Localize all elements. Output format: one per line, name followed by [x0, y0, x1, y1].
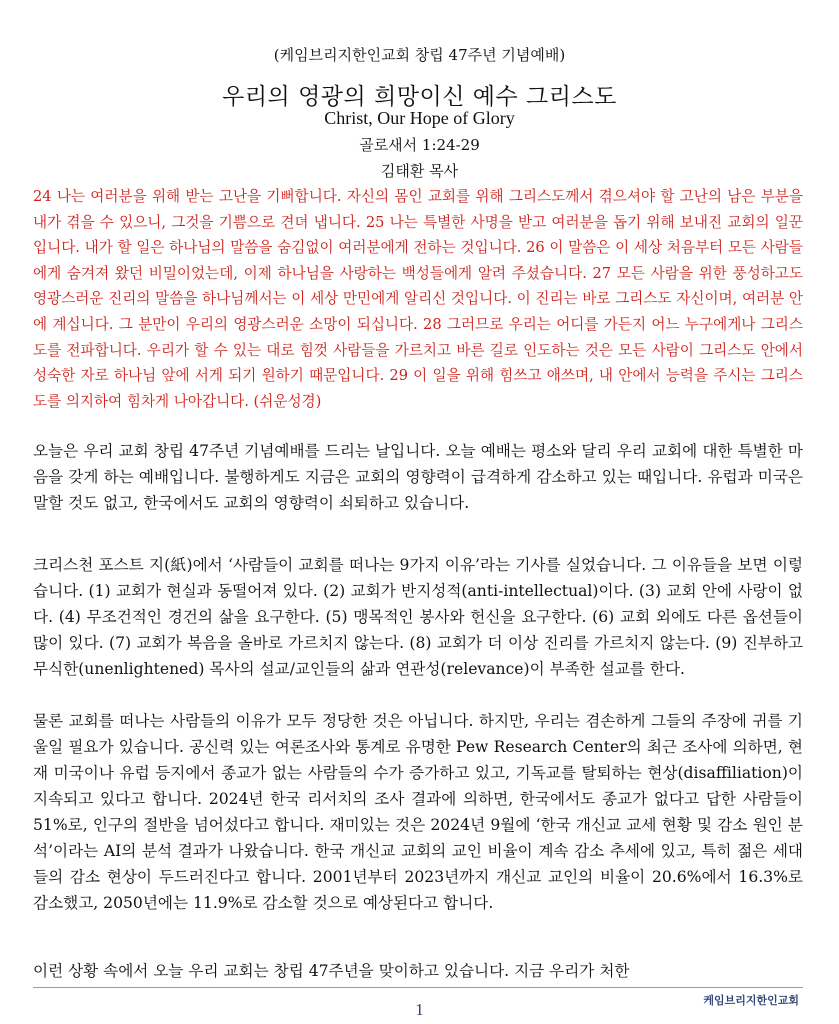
body-paragraph: 오늘은 우리 교회 창립 47주년 기념예배를 드리는 날입니다. 오늘 예배는 평소와 달리 우리 교회에 대한 특별한 마음을 갖게 하는 예배입니다. 불행하게도 지금은 교회의 영향력이 급격하게 감소하고 있는 때입니다. 유럽과 미국은 말할 것도 없고, 한국에서도 교회의 영향력이 쇠퇴하고 있습니다.	[33, 442, 803, 512]
sermon-title-english: Christ, Our Hope of Glory	[324, 108, 515, 128]
body-paragraph: 이런 상황 속에서 오늘 우리 교회는 창립 47주년을 맞이하고 있습니다. 지금 우리가 처한	[33, 962, 630, 980]
body-paragraph: 크리스천 포스트 지(紙)에서 ‘사람들이 교회를 떠나는 9가지 이유’라는 기사를 실었습니다. 그 이유들을 보면 이렇습니다. (1) 교회가 현실과 동떨어져 있다. (2) 교회가 반지성적(anti-intellectual)이다. (3) 교회 안에 사랑이 없다. (4) 무조건적인 경건의 삶을 요구한다. (5) 맹목적인 봉사와 헌신을 요구한다. (6) 교회 외에도 다른 옵션들이 많이 있다. (7) 교회가 복음을 올바로 가르치지 않는다. (8) 교회가 더 이상 진리를 가르치지 않는다. (9) 진부하고 무식한(unenlightened) 목사의 설교/교인들의 삶과 연관성(relevance)이 부족한 설교를 한다.	[33, 556, 803, 678]
scripture-reference: 골로새서 1:24-29	[359, 136, 480, 154]
scripture-passage: 24 나는 여러분을 위해 받는 고난을 기뻐합니다. 자신의 몸인 교회를 위해 그리스도께서 겪으셔야 할 고난의 남은 부분을 내가 겪을 수 있으니, 그것을 기쁨으로 견뎌 냅니다. 25 나는 특별한 사명을 받고 여러분을 돕기 위해 보내진 교회의 일꾼입니다. 내가 할 일은 하나님의 말씀을 숨김없이 여러분에게 전하는 것입니다. 26 이 말씀은 이 세상 처음부터 모든 사람들에게 숨겨져 왔던 비밀이었는데, 이제 하나님을 사랑하는 백성들에게 알려 주셨습니다. 27 모든 사람을 위한 풍성하고도 영광스러운 진리의 말씀을 하나님께서는 이 세상 만민에게 알리신 것입니다. 이 진리는 바로 그리스도 자신이며, 여러분 안에 계십니다. 그 분만이 우리의 영광스러운 소망이 되십니다. 28 그러므로 우리는 어디를 가든지 어느 누구에게나 그리스도를 전파합니다. 우리가 할 수 있는 대로 힘껏 사람들을 가르치고 바른 길로 인도하는 것은 모든 사람이 그리스도 안에서 성숙한 자로 하나님 앞에 서게 되기 원하기 때문입니다. 29 이 일을 위해 힘쓰고 애쓰며, 내 안에서 능력을 주시는 그리스도를 의지하여 힘차게 나아갑니다. (쉬운성경)	[33, 188, 803, 410]
page-number: 1	[415, 1000, 424, 1019]
occasion-subtitle: (케임브리지한인교회 창립 47주년 기념예배)	[273, 46, 566, 64]
footer-church-name: 케임브리지한인교회	[703, 994, 799, 1007]
sermon-title-korean: 우리의 영광의 희망이신 예수 그리스도	[222, 84, 617, 110]
author-name: 김태환 목사	[380, 162, 459, 180]
footer-divider	[33, 987, 803, 988]
body-paragraph: 물론 교회를 떠나는 사람들의 이유가 모두 정당한 것은 아닙니다. 하지만, 우리는 겸손하게 그들의 주장에 귀를 기울일 필요가 있습니다. 공신력 있는 여론조사와 통계로 유명한 Pew Research Center의 최근 조사에 의하면, 현재 미국이나 유럽 등지에서 종교가 없는 사람들의 수가 증가하고 있고, 기독교를 탈퇴하는 현상(disaffiliation)이 지속되고 있다고 합니다. 2024년 한국 리서치의 조사 결과에 의하면, 한국에서도 종교가 없다고 답한 사람들이 51%로, 인구의 절반을 넘어섰다고 합니다. 재미있는 것은 2024년 9월에 ‘한국 개신교 교세 현황 및 감소 원인 분석’이라는 AI의 분석 결과가 나왔습니다. 한국 개신교 교회의 교인 비율이 계속 감소 추세에 있고, 특히 젊은 세대들의 감소 현상이 두드러진다고 합니다. 2001년부터 2023년까지 개신교 교인의 비율이 20.6%에서 16.3%로 감소했고, 2050년에는 11.9%로 감소할 것으로 예상된다고 합니다.	[33, 712, 803, 912]
